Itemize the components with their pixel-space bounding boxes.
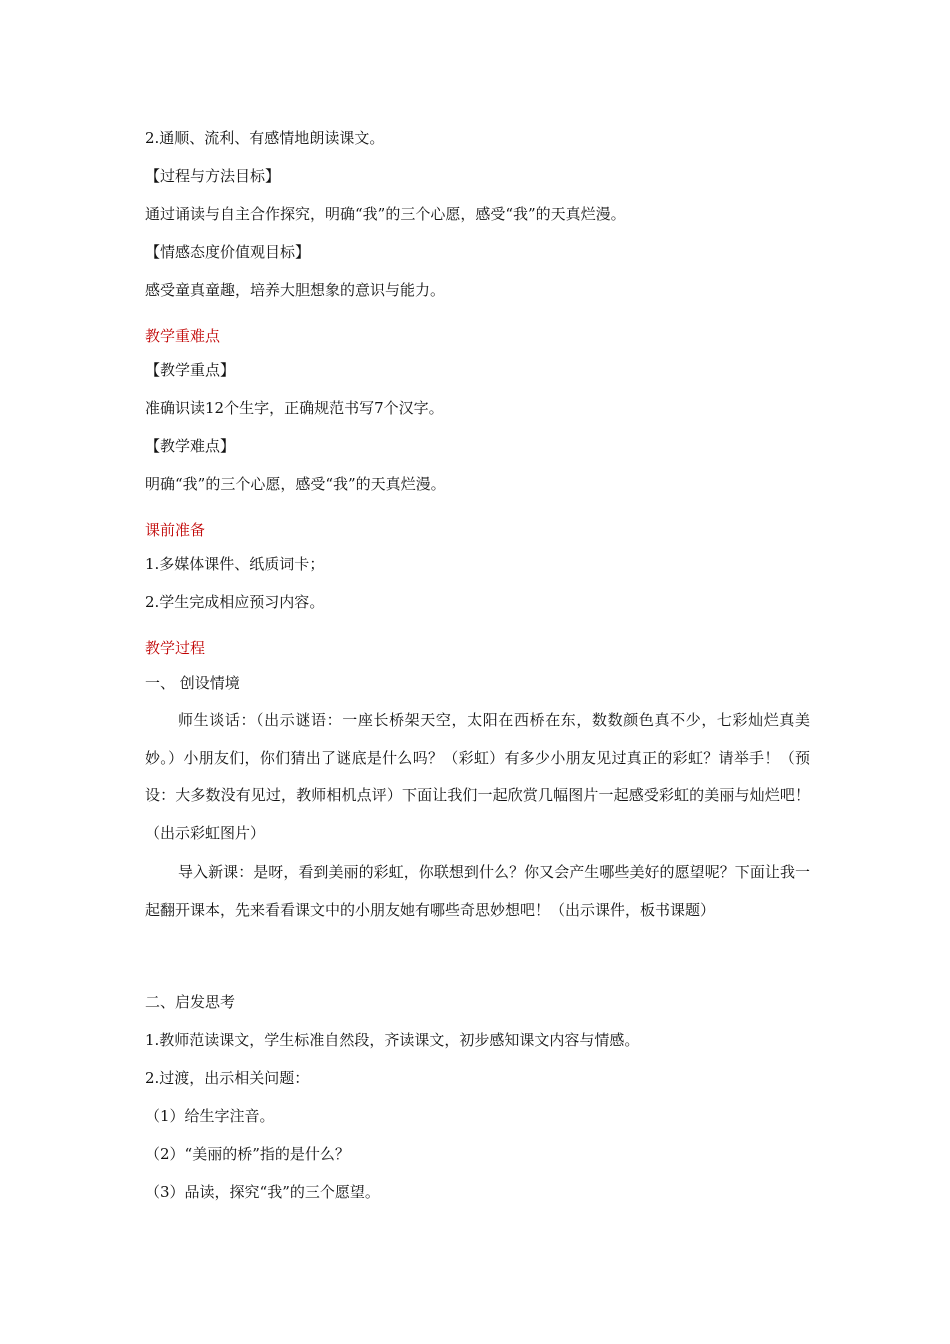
step-2-item-2: 2.过渡，出示相关问题： (145, 1069, 310, 1087)
emotion-value-heading: 【情感态度价值观目标】 (145, 243, 311, 261)
prep-item-1: 1.多媒体课件、纸质词卡； (145, 555, 325, 573)
section-heading-keypoints: 教学重难点 (145, 327, 221, 345)
step-2-item-1: 1.教师范读课文，学生标准自然段，齐读课文，初步感知课文内容与情感。 (145, 1031, 640, 1049)
process-method-heading: 【过程与方法目标】 (145, 167, 281, 185)
prep-item-2: 2.学生完成相应预习内容。 (145, 593, 325, 611)
section-heading-prep: 课前准备 (145, 521, 206, 539)
question-3: （3）品读，探究“我”的三个愿望。 (145, 1183, 380, 1201)
difficulty-heading: 【教学难点】 (145, 437, 236, 455)
objective-item-2: 2.通顺、流利、有感情地朗读课文。 (145, 129, 385, 147)
emotion-value-text: 感受童真童趣，培养大胆想象的意识与能力。 (145, 281, 446, 299)
step-2-heading: 二、启发思考 (145, 993, 236, 1011)
step-1-paragraph-2: 导入新课：是呀，看到美丽的彩虹，你联想到什么？你又会产生哪些美好的愿望呢？下面让我一起翻开课本，先来看看课文中的小朋友她有哪些奇思妙想吧！（出示课件，板书课题） (145, 863, 810, 919)
difficulty-text: 明确“我”的三个心愿，感受“我”的天真烂漫。 (145, 475, 446, 493)
key-point-heading: 【教学重点】 (145, 361, 236, 379)
process-method-text: 通过诵读与自主合作探究，明确“我”的三个心愿，感受“我”的天真烂漫。 (145, 205, 626, 223)
question-2: （2）“美丽的桥”指的是什么？ (145, 1145, 350, 1163)
key-point-text: 准确识读12个生字，正确规范书写7个汉字。 (145, 399, 444, 417)
section-heading-process: 教学过程 (145, 639, 206, 657)
step-1-heading: 一、 创设情境 (145, 674, 240, 692)
question-1: （1）给生字注音。 (145, 1107, 275, 1125)
step-1-paragraph-1: 师生谈话：（出示谜语：一座长桥架天空，太阳在西桥在东，数数颜色真不少，七彩灿烂真美妙。）小朋友们，你们猜出了谜底是什么吗？（彩虹）有多少小朋友见过真正的彩虹？请举手！（预设：大多数没有见过，教师相机点评）下面让我们一起欣赏几幅图片一起感受彩虹的美丽与灿烂吧！（出示彩虹图片） (145, 711, 810, 842)
